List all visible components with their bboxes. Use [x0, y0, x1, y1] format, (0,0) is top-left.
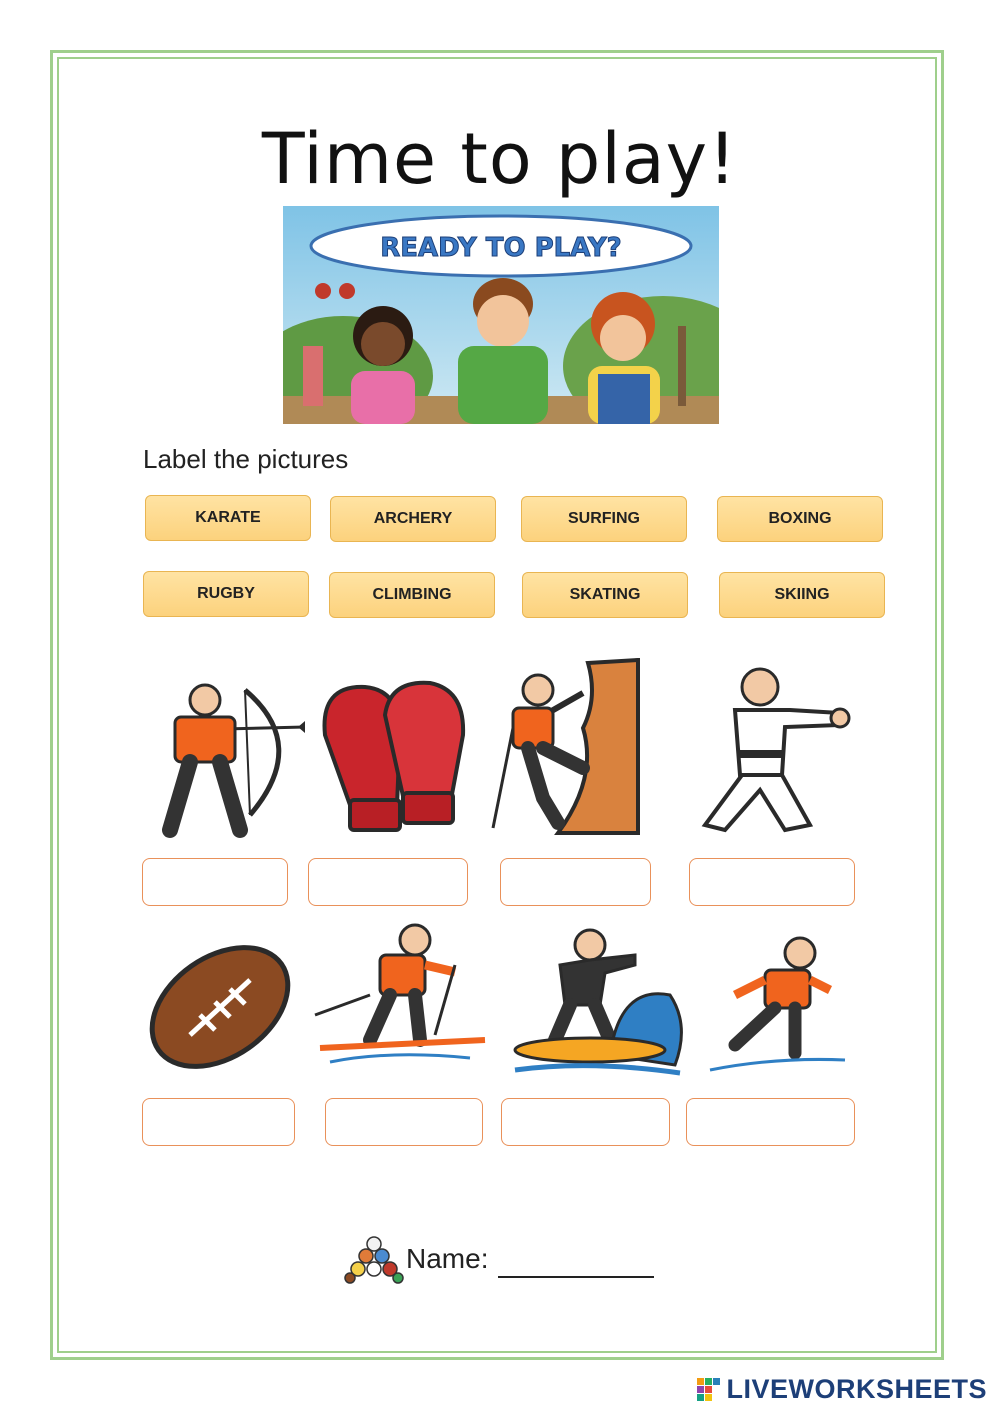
- word-chip-skating[interactable]: SKATING: [522, 572, 688, 618]
- word-chip-rugby[interactable]: RUGBY: [143, 571, 309, 617]
- rugby-ball-icon: [145, 935, 295, 1080]
- archery-icon: [150, 675, 310, 845]
- answer-box-2[interactable]: [308, 858, 468, 906]
- word-chip-climbing[interactable]: CLIMBING: [329, 572, 495, 618]
- answer-box-4[interactable]: [689, 858, 855, 906]
- instruction-text: Label the pictures: [143, 444, 349, 474]
- answer-box-1[interactable]: [142, 858, 288, 906]
- name-row: [342, 1234, 654, 1284]
- name-label: Name:: [406, 1243, 489, 1274]
- sports-balls-icon: [342, 1234, 406, 1284]
- word-chip-skiing[interactable]: SKIING: [719, 572, 885, 618]
- skiing-icon: [310, 920, 495, 1080]
- worksheet-title: Time to play!: [261, 118, 738, 200]
- karate-icon: [690, 665, 855, 840]
- liveworksheets-logo-icon: [696, 1377, 722, 1403]
- answer-box-6[interactable]: [325, 1098, 483, 1146]
- surfing-icon: [510, 925, 685, 1080]
- brand-text: LIVEWORKSHEETS: [726, 1374, 987, 1404]
- boxing-gloves-icon: [315, 675, 475, 840]
- answer-box-7[interactable]: [501, 1098, 670, 1146]
- word-chip-boxing[interactable]: BOXING: [717, 496, 883, 542]
- answer-box-8[interactable]: [686, 1098, 855, 1146]
- banner-text: READY TO PLAY?: [380, 233, 622, 263]
- name-line[interactable]: [498, 1256, 654, 1278]
- answer-box-5[interactable]: [142, 1098, 295, 1146]
- banner-illustration: [283, 206, 719, 424]
- skating-icon: [705, 935, 850, 1080]
- climbing-icon: [488, 658, 648, 838]
- word-chip-archery[interactable]: ARCHERY: [330, 496, 496, 542]
- word-chip-karate[interactable]: KARATE: [145, 495, 311, 541]
- liveworksheets-logo: [696, 1374, 987, 1405]
- word-chip-surfing[interactable]: SURFING: [521, 496, 687, 542]
- answer-box-3[interactable]: [500, 858, 651, 906]
